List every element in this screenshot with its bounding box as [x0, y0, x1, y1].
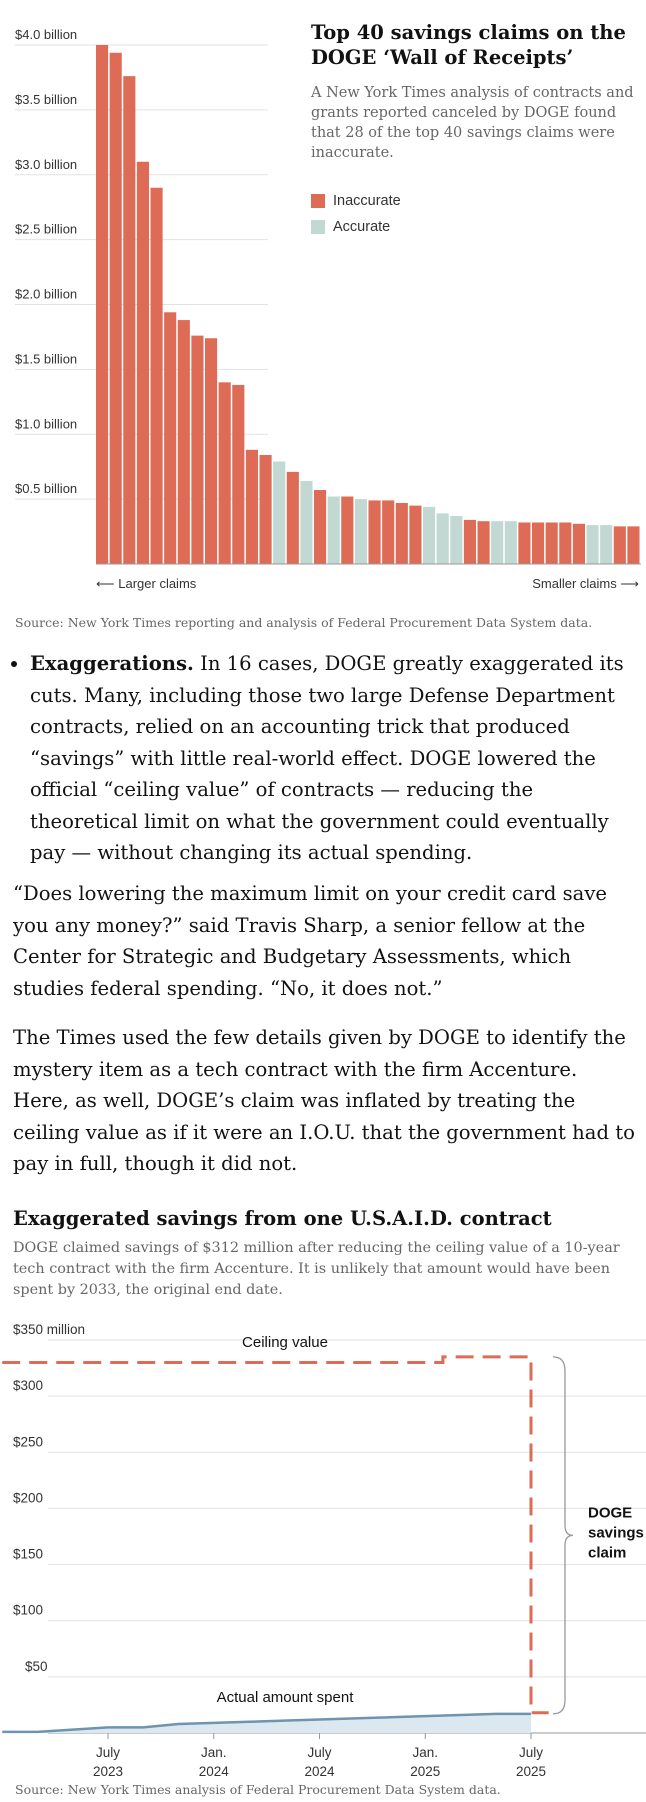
inaccurate-bar [232, 385, 244, 564]
chart1-y-tick-labels [15, 27, 77, 496]
exaggerations-bullet [8, 648, 628, 869]
inaccurate-bar [137, 162, 149, 564]
chart2-y-tick-label: $250 [13, 1434, 44, 1450]
accurate-bar [450, 516, 462, 564]
chart1-y-tick-label: $2.5 billion [15, 221, 78, 237]
chart2-subtitle: DOGE claimed savings of $312 million after reducing the ceiling value of a 10-year tech contract with the firm Accenture. It is unlikely that amount would have been spent by 2033, the original end date. [13, 1240, 620, 1298]
inaccurate-bar [532, 522, 544, 564]
chart1-y-tick-label: $2.0 billion [15, 286, 78, 302]
inaccurate-bar [546, 522, 558, 564]
chart2-y-tick-label: $200 [13, 1490, 44, 1506]
chart2-x-tick-label: July [95, 1745, 121, 1760]
chart2-x-tick-label: 2025 [410, 1764, 441, 1779]
accenture-contract-chart [0, 1320, 646, 1780]
chart2-y-tick-label: $350 million [13, 1322, 86, 1337]
inaccurate-bar [478, 521, 490, 564]
legend-accurate [311, 219, 390, 235]
accenture-paragraph: The Times used the few details given by DOGE to identify the mystery item as a tech contract with the firm Accenture. Here, as well, DOGE’s claim was inflated by treating the ceiling value as if it were an I.O.U. that the government had to pay in full, though it did not. [13, 1026, 635, 1175]
accurate-bar [437, 513, 449, 564]
inaccurate-bar [219, 382, 231, 564]
inaccurate-bar [110, 53, 122, 564]
inaccurate-bar [409, 506, 421, 564]
chart2-x-tick-label: 2025 [515, 1764, 547, 1779]
chart2-x-tick-label: 2024 [304, 1764, 335, 1779]
accurate-bar [600, 525, 612, 564]
inaccurate-bar [614, 526, 626, 564]
accurate-bar [587, 525, 599, 564]
savings-claim-brace [553, 1357, 573, 1714]
legend-inaccurate [311, 193, 401, 209]
inaccurate-bar [178, 320, 190, 564]
doge-claim-label-line3: claim [588, 1544, 627, 1562]
actual-spent-label: Actual amount spent [216, 1688, 354, 1706]
chart2-x-tick-labels [93, 1733, 546, 1779]
inaccurate-bar [559, 522, 571, 564]
inaccurate-swatch [311, 194, 325, 208]
chart2-x-tick-label: 2024 [198, 1764, 229, 1779]
accurate-bar [423, 507, 435, 564]
inaccurate-bar [96, 45, 108, 564]
inaccurate-bar [205, 338, 217, 564]
doge-claim-label-line1: DOGE [588, 1504, 633, 1522]
inaccurate-bar [382, 500, 394, 564]
inaccurate-bar [246, 450, 258, 564]
chart2-x-tick-label: Jan. [200, 1745, 227, 1760]
chart2-x-tick-label: 2023 [92, 1764, 124, 1779]
chart1-y-tick-label: $3.5 billion [15, 91, 78, 107]
inaccurate-bar [464, 520, 476, 564]
inaccurate-bar [287, 472, 299, 564]
inaccurate-bar [396, 503, 408, 564]
accurate-bar [300, 481, 312, 564]
legend-inaccurate-label: Inaccurate [333, 193, 401, 209]
chart1-y-tick-label: $4.0 billion [15, 27, 78, 42]
chart1-title: Top 40 savings claims on the DOGE ‘Wall of Receipts’ [311, 20, 631, 70]
ceiling-value-label: Ceiling value [242, 1333, 328, 1351]
inaccurate-bar [151, 188, 163, 564]
chart2-y-tick-label: $300 [13, 1378, 44, 1394]
ceiling-value-line [2, 1357, 548, 1713]
chart1-subtitle: A New York Times analysis of contracts and grants reported canceled by DOGE found that 28 of the top 40 savings claims were inaccurate. [311, 85, 634, 161]
chart2-y-tick-label: $150 [13, 1546, 44, 1562]
legend-accurate-label: Accurate [333, 219, 391, 235]
chart1-y-tick-label: $1.5 billion [15, 351, 78, 367]
inaccurate-bar [627, 526, 639, 564]
doge-claim-label-line2: savings [588, 1524, 644, 1542]
smaller-claims-label: Smaller claims ⟶ [532, 576, 639, 591]
chart2-y-tick-label: $50 [25, 1658, 48, 1674]
chart2-source: Source: New York Times analysis of Federal Procurement Data System data. [15, 1782, 501, 1797]
chart1-y-tick-label: $0.5 billion [15, 481, 78, 497]
inaccurate-bar [260, 455, 272, 564]
accurate-bar [505, 521, 517, 564]
inaccurate-bar [314, 490, 326, 564]
inaccurate-bar [123, 76, 135, 564]
chart1-source: Source: New York Times reporting and analysis of Federal Procurement Data System data. [15, 615, 593, 630]
accurate-bar [273, 461, 285, 564]
chart2-x-tick-label: Jan. [412, 1745, 439, 1760]
chart2-gridlines [48, 1340, 646, 1733]
accurate-swatch [311, 220, 325, 234]
inaccurate-bar [164, 312, 176, 564]
chart1-y-tick-label: $1.0 billion [15, 416, 78, 432]
chart2-x-tick-label: July [307, 1745, 332, 1760]
bullet-text: In 16 cases, DOGE greatly exaggerated its cuts. Many, including those two large Defense Department contracts, relied on an accounting trick that produced “savings” with little real-world effect. DOGE lowered the official “ceiling value” of contracts — reducing the theoretical limit on what the government could eventually pay — without changing its actual spending. [30, 652, 624, 864]
inaccurate-bar [191, 336, 203, 564]
chart2-y-tick-label: $100 [13, 1602, 44, 1618]
inaccurate-bar [573, 524, 585, 564]
inaccurate-bar [341, 497, 353, 564]
accurate-bar [355, 499, 367, 564]
bullet-lead: Exaggerations. [30, 652, 194, 675]
chart2-title: Exaggerated savings from one U.S.A.I.D. contract [13, 1207, 552, 1230]
accurate-bar [328, 497, 340, 564]
inaccurate-bar [518, 522, 530, 564]
chart2-x-tick-label: July [518, 1745, 544, 1760]
accurate-bar [491, 521, 503, 564]
inaccurate-bar [369, 500, 381, 564]
larger-claims-label: ⟵ Larger claims [96, 576, 197, 591]
quote-paragraph: “Does lowering the maximum limit on your credit card save you any money?” said Travis Sharp, a senior fellow at the Center for Strategic and Budgetary Assessments, which studies federal spending. “No, it does not.” [13, 882, 608, 1000]
chart1-y-tick-label: $3.0 billion [15, 156, 78, 172]
bullet-item [30, 648, 628, 869]
